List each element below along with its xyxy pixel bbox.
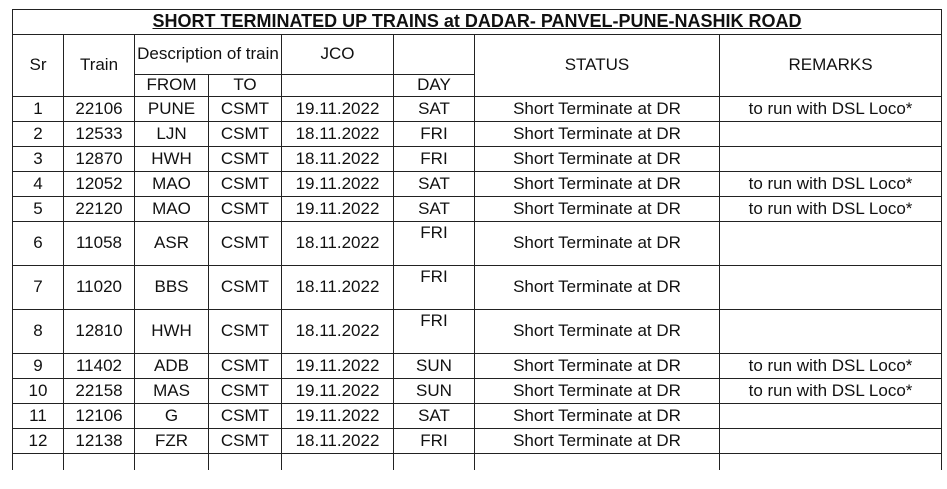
cell-day: FRI [394,429,475,454]
cell-sr: 9 [13,354,64,379]
cell-status: Short Terminate at DR [475,266,720,310]
cell-empty [209,454,282,471]
cell-status: Short Terminate at DR [475,379,720,404]
cell-remarks: to run with DSL Loco* [720,379,942,404]
cell-remarks: to run with DSL Loco* [720,97,942,122]
cell-empty [13,454,64,471]
cell-from: MAS [135,379,209,404]
cell-status: Short Terminate at DR [475,429,720,454]
cell-to: CSMT [209,172,282,197]
header-status: STATUS [475,35,720,97]
table-row [13,354,942,379]
cell-status: Short Terminate at DR [475,147,720,172]
cell-train: 12533 [64,122,135,147]
table-row [13,266,942,310]
table-row [13,97,942,122]
table-row [13,222,942,266]
cell-status: Short Terminate at DR [475,222,720,266]
cell-empty [720,454,942,471]
cell-day: FRI [394,310,475,354]
header-day-top [394,35,475,75]
cell-to: CSMT [209,379,282,404]
table-row [13,404,942,429]
cell-from: MAO [135,197,209,222]
cell-sr: 5 [13,197,64,222]
cell-day: SAT [394,172,475,197]
cell-to: CSMT [209,147,282,172]
cell-jco: 18.11.2022 [282,147,394,172]
cell-from: HWH [135,310,209,354]
table-row [13,197,942,222]
header-train: Train [64,35,135,97]
cell-train: 12052 [64,172,135,197]
header-day: DAY [394,75,475,97]
cell-day: FRI [394,266,475,310]
header-jco-sub [282,75,394,97]
cell-sr: 2 [13,122,64,147]
cell-train: 12138 [64,429,135,454]
cell-to: CSMT [209,404,282,429]
table-title: SHORT TERMINATED UP TRAINS at DADAR- PANVEL-PUNE-NASHIK ROAD [13,10,942,35]
cell-train: 22158 [64,379,135,404]
cell-sr: 8 [13,310,64,354]
table-row [13,429,942,454]
cell-sr: 1 [13,97,64,122]
cell-empty [135,454,209,471]
cell-remarks [720,122,942,147]
cell-sr: 10 [13,379,64,404]
cell-train: 11020 [64,266,135,310]
cell-to: CSMT [209,429,282,454]
cell-to: CSMT [209,222,282,266]
cell-status: Short Terminate at DR [475,122,720,147]
cell-status: Short Terminate at DR [475,197,720,222]
cell-day: FRI [394,222,475,266]
cell-remarks [720,404,942,429]
cell-jco: 18.11.2022 [282,122,394,147]
cell-sr: 11 [13,404,64,429]
cell-sr: 7 [13,266,64,310]
cell-day: SAT [394,404,475,429]
header-to: TO [209,75,282,97]
cell-jco: 18.11.2022 [282,266,394,310]
cell-jco: 19.11.2022 [282,97,394,122]
header-jco: JCO [282,35,394,75]
cell-train: 12810 [64,310,135,354]
cell-sr: 12 [13,429,64,454]
table-row [13,379,942,404]
cell-sr: 3 [13,147,64,172]
cell-remarks [720,429,942,454]
cell-to: CSMT [209,97,282,122]
cell-from: ASR [135,222,209,266]
cell-remarks [720,310,942,354]
cell-day: SUN [394,354,475,379]
cell-status: Short Terminate at DR [475,172,720,197]
cell-from: FZR [135,429,209,454]
cell-status: Short Terminate at DR [475,354,720,379]
cell-train: 12870 [64,147,135,172]
cell-from: ADB [135,354,209,379]
cell-status: Short Terminate at DR [475,310,720,354]
cell-day: SAT [394,197,475,222]
cell-day: FRI [394,147,475,172]
cell-remarks [720,147,942,172]
cell-jco: 19.11.2022 [282,379,394,404]
cell-to: CSMT [209,354,282,379]
cell-empty [64,454,135,471]
cell-jco: 19.11.2022 [282,197,394,222]
cell-remarks: to run with DSL Loco* [720,172,942,197]
cell-jco: 18.11.2022 [282,222,394,266]
cell-from: MAO [135,172,209,197]
table-row [13,122,942,147]
cell-train: 22120 [64,197,135,222]
cell-from: BBS [135,266,209,310]
cell-jco: 19.11.2022 [282,172,394,197]
cell-empty [282,454,394,471]
cell-train: 11058 [64,222,135,266]
cell-train: 12106 [64,404,135,429]
header-description: Description of train [135,35,282,75]
cell-status: Short Terminate at DR [475,97,720,122]
cell-jco: 19.11.2022 [282,404,394,429]
cell-jco: 18.11.2022 [282,310,394,354]
cell-to: CSMT [209,310,282,354]
cell-to: CSMT [209,266,282,310]
cell-to: CSMT [209,122,282,147]
cell-remarks [720,266,942,310]
cell-from: LJN [135,122,209,147]
header-from: FROM [135,75,209,97]
cell-jco: 18.11.2022 [282,429,394,454]
cell-to: CSMT [209,197,282,222]
table-row [13,310,942,354]
cell-train: 11402 [64,354,135,379]
trains-table [12,9,942,470]
table-row [13,147,942,172]
cell-empty [394,454,475,471]
cell-status: Short Terminate at DR [475,404,720,429]
cell-day: SAT [394,97,475,122]
cell-from: PUNE [135,97,209,122]
table-row-empty [13,454,942,471]
cell-jco: 19.11.2022 [282,354,394,379]
cell-from: G [135,404,209,429]
cell-empty [475,454,720,471]
header-sr: Sr [13,35,64,97]
cell-day: SUN [394,379,475,404]
cell-train: 22106 [64,97,135,122]
cell-remarks [720,222,942,266]
table-row [13,172,942,197]
cell-sr: 6 [13,222,64,266]
cell-sr: 4 [13,172,64,197]
cell-from: HWH [135,147,209,172]
cell-remarks: to run with DSL Loco* [720,197,942,222]
cell-remarks: to run with DSL Loco* [720,354,942,379]
cell-day: FRI [394,122,475,147]
header-remarks: REMARKS [720,35,942,97]
